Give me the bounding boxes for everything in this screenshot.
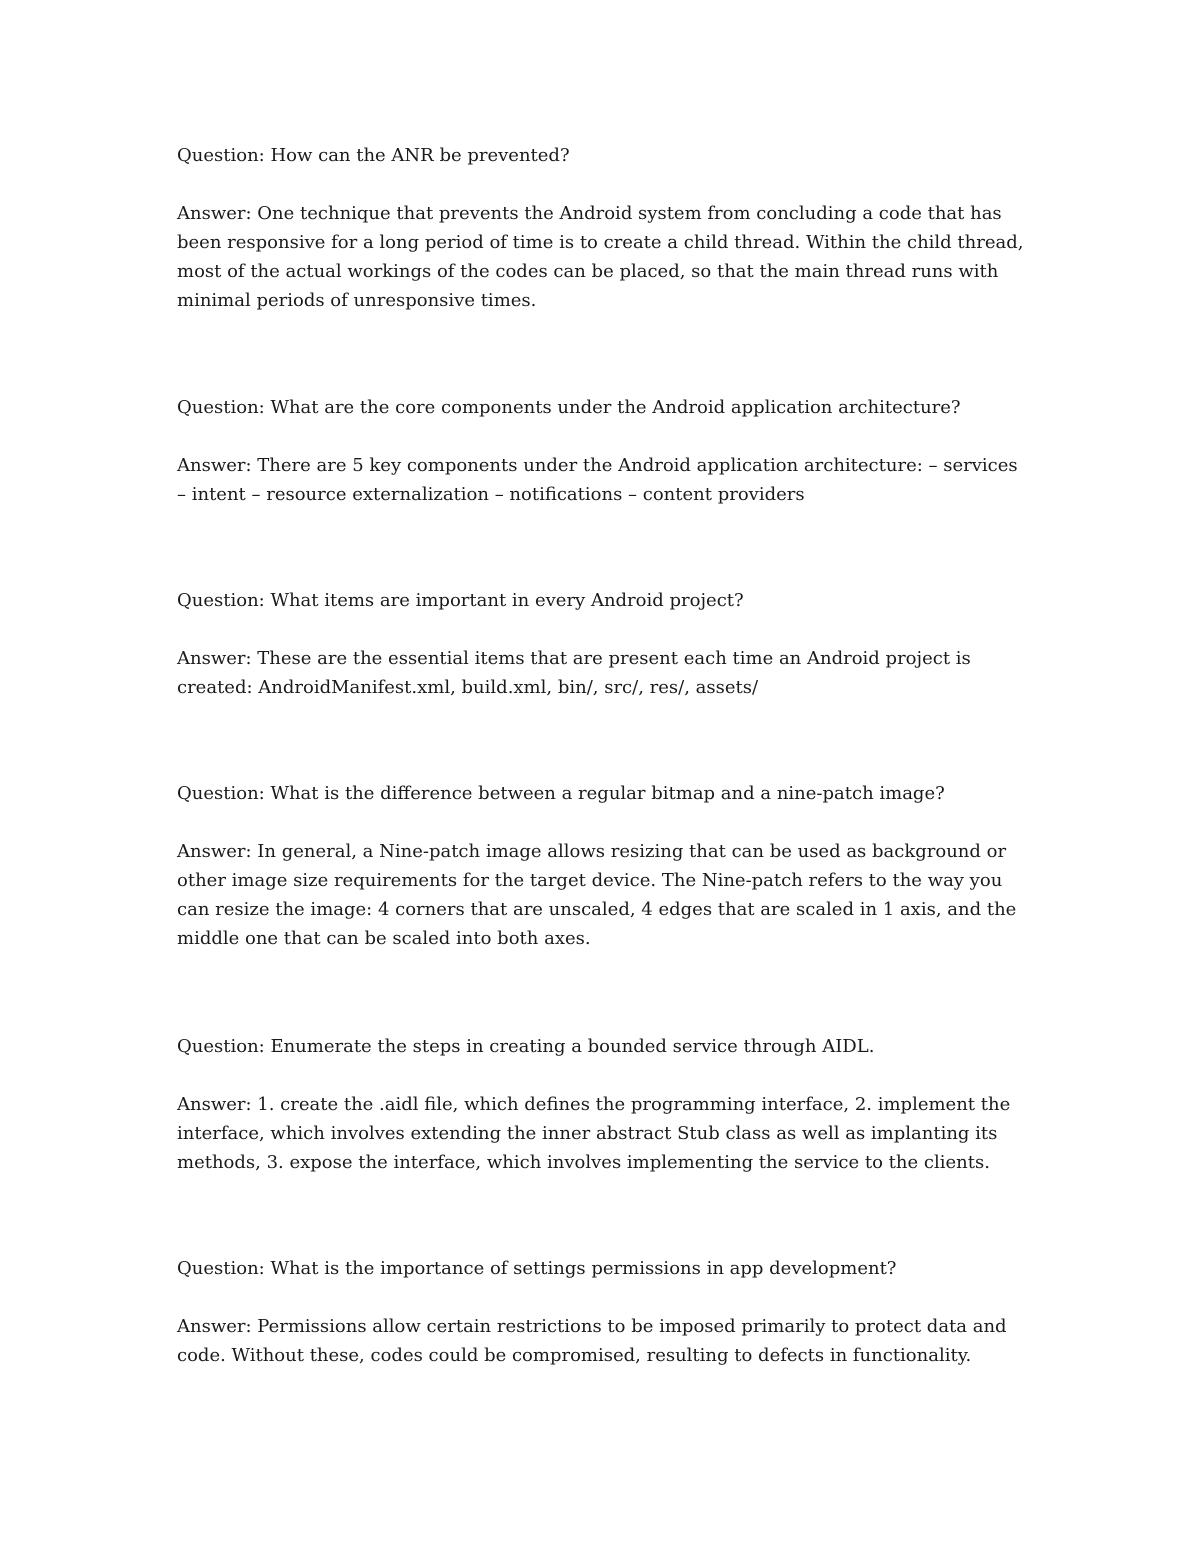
question-text: Question: What is the difference between a regular bitmap and a nine-patch image? [177, 783, 945, 804]
answer-text: Answer: In general, a Nine-patch image allows resizing that can be used as background or other image size requirements for the target device. The Nine-patch refers to the way you can resize the image: 4 corners that are unscaled, 4 edges that are scaled in 1 axis, and the middle one that can be scaled into both axes. [177, 841, 1017, 949]
qa-block [177, 586, 1027, 702]
qa-block [177, 1254, 1027, 1370]
qa-block [177, 779, 1027, 953]
question-text: Question: How can the ANR be prevented? [177, 145, 570, 166]
answer-text: Answer: There are 5 key components under the Android application architecture: – services – intent – resource externalization – notifications – content providers [177, 455, 1018, 505]
answer-text: Answer: Permissions allow certain restrictions to be imposed primarily to protect data and code. Without these, codes could be compromised, resulting to defects in functionality. [177, 1316, 1007, 1366]
qa-block [177, 393, 1027, 509]
question-text: Question: What is the importance of settings permissions in app development? [177, 1258, 897, 1279]
question-text: Question: What are the core components under the Android application architecture? [177, 397, 961, 418]
qa-block [177, 1032, 1027, 1177]
qa-block [177, 141, 1027, 315]
question-text: Question: What items are important in every Android project? [177, 590, 744, 611]
answer-text: Answer: One technique that prevents the Android system from concluding a code that has been responsive for a long period of time is to create a child thread. Within the child thread, most of the actual workings of the codes can be placed, so that the main thread runs with minimal periods of unresponsive times. [177, 203, 1024, 311]
answer-text: Answer: 1. create the .aidl file, which defines the programming interface, 2. implement the interface, which involves extending the inner abstract Stub class as well as implanting its methods, 3. expose the interface, which involves implementing the service to the clients. [177, 1094, 1011, 1173]
question-text: Question: Enumerate the steps in creating a bounded service through AIDL. [177, 1036, 875, 1057]
answer-text: Answer: These are the essential items that are present each time an Android project is created: AndroidManifest.xml, build.xml, bin/, src/, res/, assets/ [177, 648, 971, 698]
